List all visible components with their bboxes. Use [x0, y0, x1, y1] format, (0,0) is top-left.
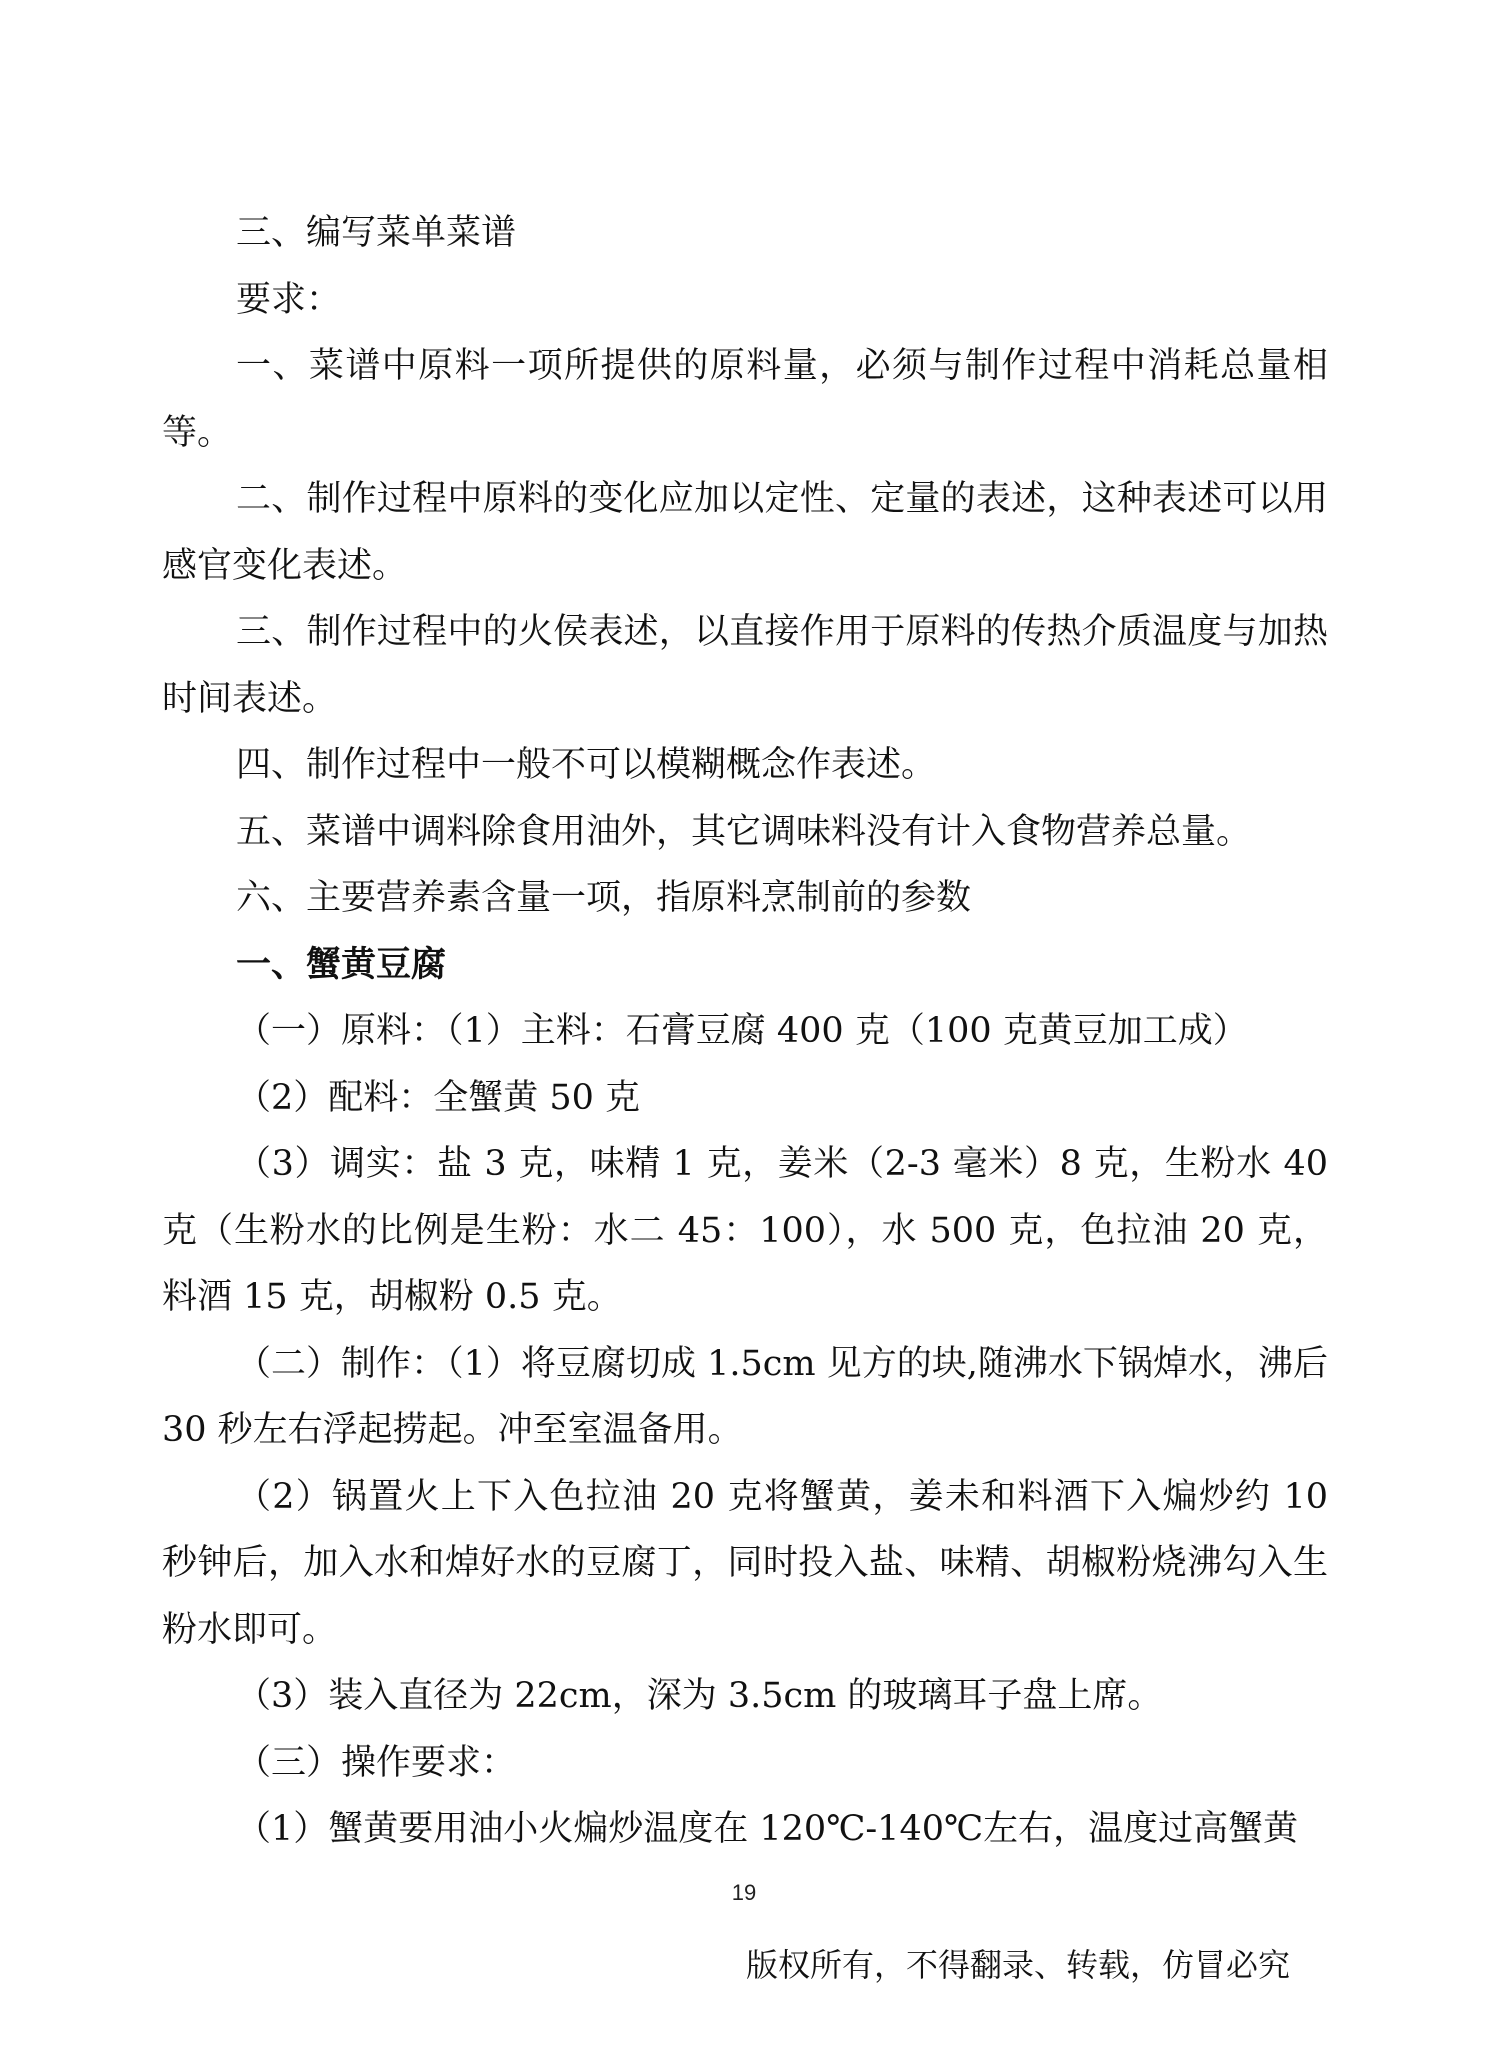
requirement-1: 一、菜谱中原料一项所提供的原料量，必须与制作过程中消耗总量相等。: [162, 346, 1328, 453]
operation-requirements-heading: （三）操作要求：: [236, 1742, 517, 1783]
ingredients-seasoning: （3）调实：盐 3 克，味精 1 克，姜米（2-3 毫米）8 克，生粉水 40 克（生粉水的比例是生粉：水二 45：100），水 500 克，色拉油 20 克，料酒 15 克，胡椒粉 0.5 克。: [162, 1144, 1328, 1317]
method-step-3: （3）装入直径为 22cm，深为 3.5cm 的玻璃耳子盘上席。: [236, 1676, 1163, 1716]
requirement-2: 二、制作过程中原料的变化应加以定性、定量的表述，这种表述可以用感官变化表述。: [162, 479, 1328, 586]
ingredients-side: （2）配料：全蟹黄 50 克: [236, 1077, 641, 1118]
requirement-3: 三、制作过程中的火侯表述，以直接作用于原料的传热介质温度与加热时间表述。: [162, 612, 1328, 719]
copyright-footer: 版权所有，不得翻录、转载，仿冒必究: [745, 1946, 1290, 1984]
ingredients-main: （一）原料：（1）主料：石膏豆腐 400 克（100 克黄豆加工成）: [236, 1011, 1248, 1051]
requirement-5: 五、菜谱中调料除食用油外，其它调味料没有计入食物营养总量。: [236, 811, 1252, 852]
requirement-4: 四、制作过程中一般不可以模糊概念作表述。: [236, 745, 937, 785]
operation-requirement-1: （1）蟹黄要用油小火煸炒温度在 120℃-140℃左右，温度过高蟹黄: [236, 1809, 1299, 1849]
recipe-title: 一、蟹黄豆腐: [236, 944, 447, 985]
method-step-2: （2）锅置火上下入色拉油 20 克将蟹黄，姜未和料酒下入煸炒约 10 秒钟后，加入水和焯好水的豆腐丁，同时投入盐、味精、胡椒粉烧沸勾入生粉水即可。: [162, 1476, 1328, 1650]
body-text: [162, 200, 1328, 1863]
method-step-1: （二）制作：（1）将豆腐切成 1.5cm 见方的块,随沸水下锅焯水，沸后 30 秒左右浮起捞起。冲至室温备用。: [162, 1343, 1328, 1450]
page-number: 19: [731, 1880, 757, 1905]
requirement-6: 六、主要营养素含量一项，指原料烹制前的参数: [236, 878, 972, 918]
requirements-label: 要求：: [236, 279, 342, 320]
section-heading: 三、编写菜单菜谱: [236, 213, 517, 253]
